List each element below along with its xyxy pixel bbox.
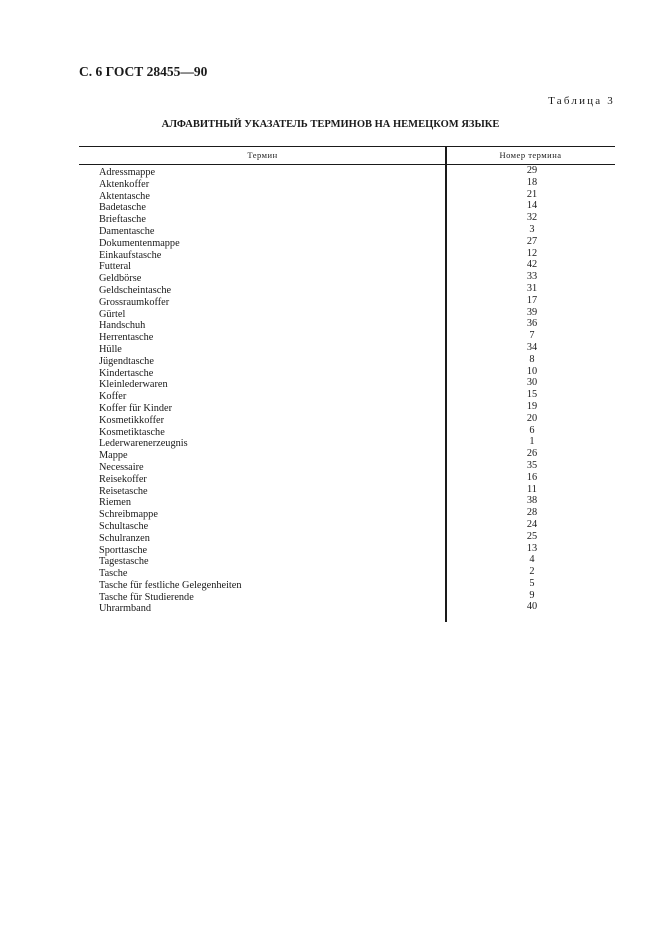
term-cell: Mappe: [99, 450, 128, 462]
term-cell: Riemen: [99, 497, 132, 509]
term-cell: Gürtel: [99, 308, 126, 320]
term-number-cell: 16: [526, 471, 538, 483]
term-cell: Necessaire: [99, 461, 144, 473]
term-cell: Futteral: [99, 261, 132, 273]
term-number-cell: 29: [526, 165, 538, 176]
term-cell: Tasche: [99, 568, 128, 580]
term-cell: Handschuh: [99, 320, 146, 332]
term-number-cell: 32: [526, 212, 538, 224]
term-cell: Schreibmappe: [99, 509, 158, 521]
term-cell: Tagestasche: [99, 556, 149, 568]
term-number-cell: 20: [526, 412, 538, 424]
term-cell: Einkaufstasche: [99, 249, 162, 261]
term-number-cell: 38: [526, 495, 538, 507]
term-cell: Tasche für festliche Gelegenheiten: [99, 579, 242, 591]
term-cell: Reisekoffer: [99, 473, 147, 485]
term-index-table: [79, 146, 615, 615]
term-cell: Reisetasche: [99, 485, 148, 497]
term-cell: Koffer für Kinder: [99, 402, 173, 414]
term-number-cell: 40: [526, 601, 538, 613]
term-number-cell: 35: [526, 459, 538, 471]
term-cell: Sporttasche: [99, 544, 148, 556]
table-row: [79, 603, 615, 615]
term-number-cell: 15: [526, 389, 538, 401]
term-cell: Schultasche: [99, 520, 149, 532]
term-cell: Geldscheintasche: [99, 284, 172, 296]
term-cell: Damentasche: [99, 225, 155, 237]
term-cell: Adressmappe: [99, 167, 156, 178]
term-cell: Kosmetikkoffer: [99, 414, 165, 426]
term-number-cell: 42: [526, 259, 538, 271]
term-cell: Grossraumkoffer: [99, 296, 170, 308]
table-body: [79, 165, 615, 615]
term-number-cell: 17: [526, 294, 538, 306]
term-cell: Kosmetiktasche: [99, 426, 165, 438]
term-cell: Lederwarenerzeugnis: [99, 438, 188, 450]
term-number-cell: 28: [526, 507, 538, 519]
term-cell: Tasche für Studierende: [99, 591, 194, 603]
term-cell: Uhrarmband: [99, 603, 152, 615]
term-cell: Aktentasche: [99, 190, 150, 202]
term-cell: Kindertasche: [99, 367, 154, 379]
term-number-cell: 1: [529, 436, 535, 448]
term-number-cell: 18: [526, 176, 538, 188]
term-cell: Geldbörse: [99, 273, 142, 285]
term-number-cell: 27: [526, 235, 538, 247]
term-cell: Hülle: [99, 343, 122, 355]
term-cell: Brieftasche: [99, 214, 146, 226]
table-label: Таблица 3: [548, 95, 615, 107]
term-cell: Herrentasche: [99, 332, 154, 344]
term-cell: Kleinlederwaren: [99, 379, 168, 391]
term-number-cell: 31: [526, 282, 538, 294]
term-number-cell: 6: [529, 424, 535, 436]
term-number-cell: 9: [529, 589, 535, 601]
term-cell: Schulranzen: [99, 532, 150, 544]
term-number-cell: 4: [529, 554, 535, 566]
term-number-cell: 10: [526, 365, 538, 377]
term-number-cell: 19: [526, 400, 538, 412]
term-cell: Dokumentenmappe: [99, 237, 180, 249]
term-number-cell: 8: [529, 353, 535, 365]
term-number-cell: 12: [526, 247, 538, 259]
term-cell: Koffer: [99, 391, 127, 403]
term-number-cell: 11: [527, 483, 537, 495]
term-cell: Aktenkoffer: [99, 178, 150, 190]
page-reference: С. 6 ГОСТ 28455—90: [79, 64, 208, 79]
term-number-cell: 30: [526, 377, 538, 389]
term-cell: Badetasche: [99, 202, 146, 214]
term-number-cell: 24: [526, 518, 538, 530]
table-header-row: [79, 146, 615, 165]
term-number-cell: 21: [526, 188, 538, 200]
term-number-cell: 25: [526, 530, 538, 542]
term-number-cell: 13: [526, 542, 538, 554]
term-number-cell: 36: [526, 318, 538, 330]
term-number-cell: 5: [529, 577, 535, 589]
term-number-cell: 26: [526, 448, 538, 460]
term-number-cell: 33: [526, 271, 538, 283]
term-number-cell: 3: [529, 223, 535, 235]
term-cell: Jügendtasche: [99, 355, 154, 367]
column-header-number: Номер термина: [499, 150, 562, 160]
term-number-cell: 2: [529, 566, 535, 578]
term-number-cell: 34: [526, 341, 538, 353]
term-number-cell: 39: [526, 306, 538, 318]
column-header-term: Термин: [247, 150, 278, 160]
term-number-cell: 14: [526, 200, 538, 212]
term-number-cell: 7: [529, 330, 535, 342]
table-title: АЛФАВИТНЫЙ УКАЗАТЕЛЬ ТЕРМИНОВ НА НЕМЕЦКОМ ЯЗЫКЕ: [161, 119, 500, 130]
